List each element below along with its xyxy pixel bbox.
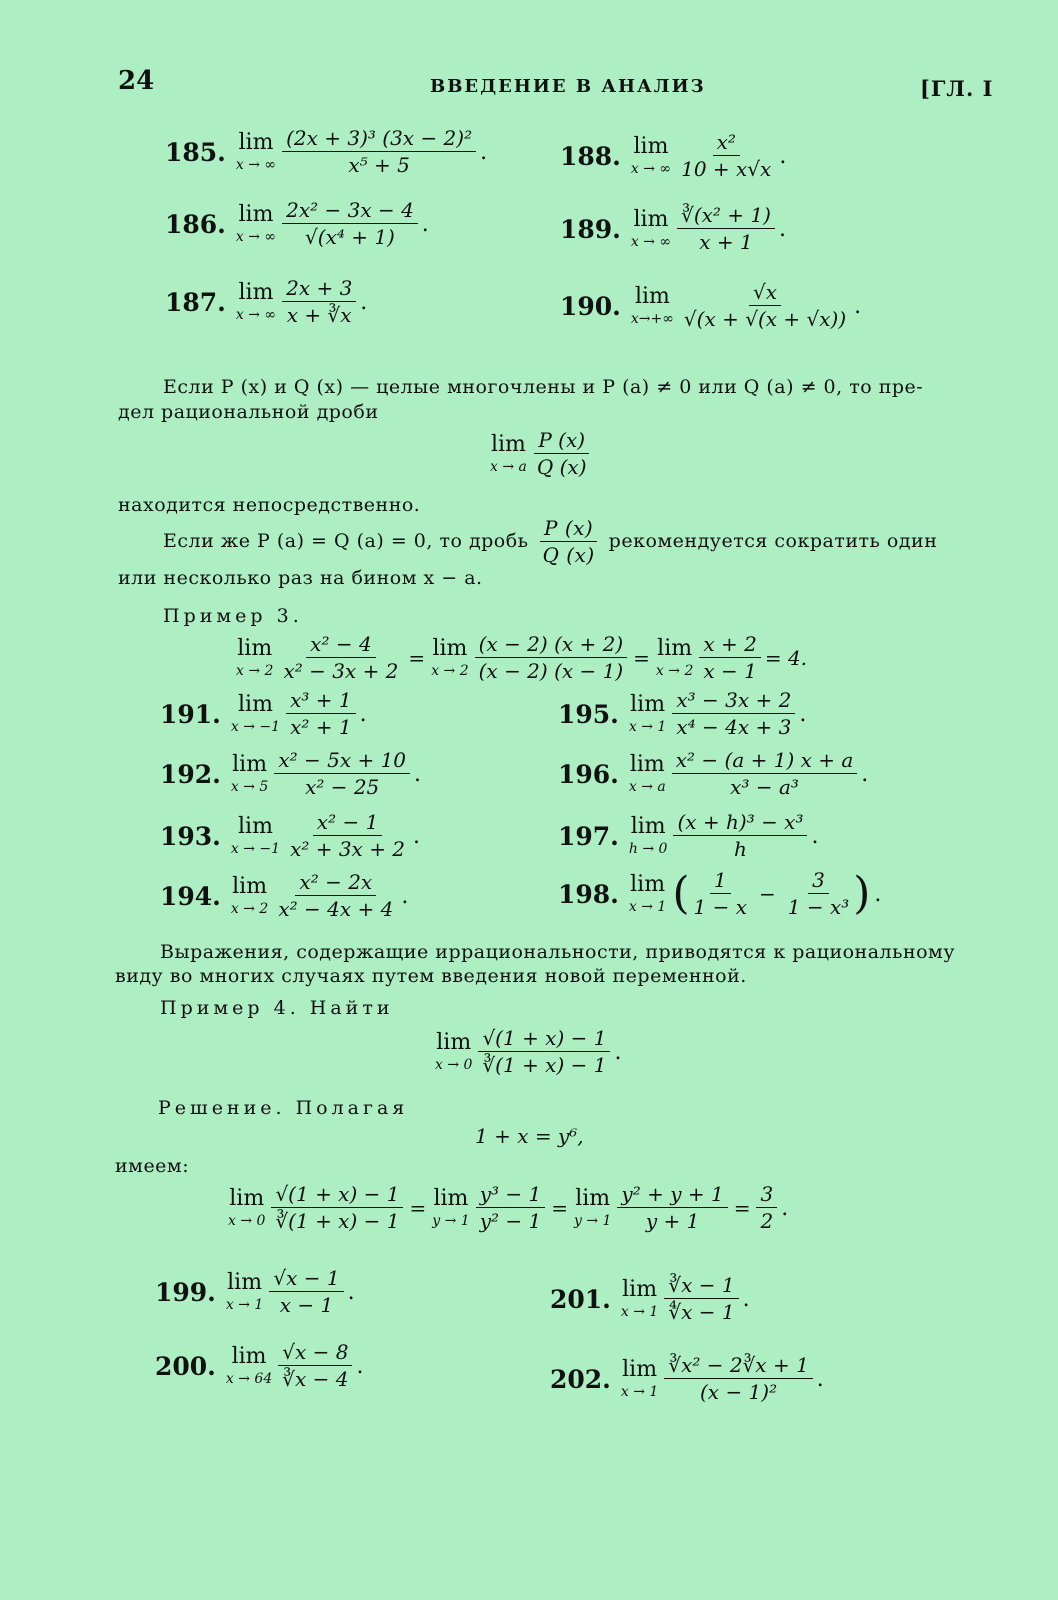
denominator: x⁵ + 5 — [348, 153, 410, 177]
lim-sub: y → 1 — [432, 1213, 470, 1229]
solution-formula: lim x → 0 $\frac{√(1 + x) - 1}{∛(1 + x) - 1}$ = lim y → 1 $\frac{\text{y³ − 1}}{\text{y² − 1}}$ = lim y → 1 $\frac{\text{y² + y + 1}}{y + 1}$ = $\frac{3}{2}$ . — [228, 1182, 789, 1233]
fraction — [274, 750, 410, 798]
problem-number: 200. — [155, 1351, 216, 1381]
limit — [629, 874, 666, 914]
fraction — [282, 200, 418, 248]
problem-188: 188. lim x → ∞ $\frac{\text{x²}}{10 + x√x}$ . — [560, 130, 787, 181]
limit — [621, 1279, 658, 1319]
fraction — [677, 205, 775, 253]
fraction — [476, 1184, 546, 1232]
example-3-label: Пример 3. — [163, 605, 303, 627]
limit — [228, 1188, 265, 1228]
lim-sub: x → 2 — [655, 663, 694, 679]
limit — [431, 638, 468, 678]
lim-word: lim — [622, 1277, 658, 1302]
lim-sub: x → ∞ — [235, 157, 277, 173]
denominator: x² − 3x + 2 — [283, 659, 399, 683]
lim-word: lim — [630, 692, 666, 717]
numerator: √x — [749, 282, 781, 306]
problem-number: 195. — [558, 699, 619, 729]
denominator: x² − 4x + 4 — [278, 897, 394, 921]
lim-word: lim — [238, 202, 274, 227]
numerator: x² — [713, 132, 740, 156]
problem-number: 199. — [155, 1277, 216, 1307]
limit — [231, 694, 280, 734]
limit — [629, 694, 666, 734]
chapter-label: [ГЛ. I — [920, 76, 994, 101]
fraction — [279, 634, 402, 682]
lim-word: lim — [630, 872, 666, 897]
lim-sub: x→+∞ — [630, 311, 674, 327]
fraction — [533, 430, 591, 478]
numerator: y² + y + 1 — [617, 1184, 727, 1208]
problem-187: 187. lim x → ∞ $\frac{2x + 3}{x + ∛x}$ . — [165, 276, 368, 327]
problem-196: 196. lim x → a $\frac{\text{x² − (a + 1) x + a}}{\text{x³ − a³}}$ . — [558, 748, 869, 799]
denominator: Q (x) — [542, 543, 595, 567]
numerator: √x − 1 — [269, 1268, 343, 1292]
lim-sub: x → ∞ — [630, 161, 672, 177]
lim-word: lim — [633, 207, 669, 232]
display-formula-1 — [490, 430, 591, 478]
lim-sub: x → ∞ — [235, 229, 277, 245]
fraction — [673, 812, 807, 860]
lim-word: lim — [633, 134, 669, 159]
lim-word: lim — [238, 280, 274, 305]
lim-word: lim — [634, 284, 670, 309]
lim-word: lim — [229, 1186, 265, 1211]
problem-191: 191. lim x → −1 $\frac{\text{x³ + 1}}{\text{x² + 1}}$ . — [160, 688, 367, 739]
denominator: √(x⁴ + 1) — [305, 225, 395, 249]
fraction — [282, 128, 476, 176]
numerator: 2x + 3 — [282, 278, 356, 302]
limit — [236, 638, 273, 678]
numerator: x³ − 3x + 2 — [672, 690, 795, 714]
denominator: y + 1 — [645, 1209, 700, 1233]
lim-word: lim — [237, 636, 273, 661]
example-4-label: Пример 4. Найти — [160, 997, 394, 1019]
fraction — [680, 282, 850, 330]
lim-sub: x → a — [628, 779, 666, 795]
lim-word: lim — [575, 1186, 611, 1211]
numerator: (x + h)³ − x³ — [673, 812, 807, 836]
lim-sub: x → 1 — [620, 1384, 659, 1400]
problem-195: 195. lim x → 1 $\frac{\text{x³ − 3x + 2}}{\text{x⁴ − 4x + 3}}$ . — [558, 688, 807, 739]
numerator: √x − 8 — [278, 1342, 352, 1366]
limit — [231, 754, 268, 794]
paragraph-4b: виду во многих случаях путем введения новой переменной. — [115, 965, 747, 987]
problem-number: 186. — [165, 209, 226, 239]
lim-word: lim — [231, 1344, 267, 1369]
denominator: Q (x) — [536, 455, 587, 479]
problem-200: 200. lim x → 64 $\frac{√x - 8}{∛x - 4}$ . — [155, 1340, 364, 1391]
lim-sub: x → 1 — [628, 899, 667, 915]
fraction — [756, 1184, 777, 1232]
problem-number: 196. — [558, 759, 619, 789]
fraction — [539, 518, 599, 566]
lim-sub: x → ∞ — [630, 234, 672, 250]
problem-number: 187. — [165, 287, 226, 317]
problem-number: 194. — [160, 881, 221, 911]
denominator: x³ − a³ — [730, 775, 799, 799]
lim-sub: x → ∞ — [235, 307, 277, 323]
paragraph-2: находится непосредственно. — [118, 494, 421, 516]
denominator: x − 1 — [279, 1293, 334, 1317]
limit — [231, 876, 268, 916]
problem-189: 189. lim x → ∞ $\frac{\text{∛(x² + 1)}}{x + 1}$ . — [560, 203, 786, 254]
denominator: x − 1 — [703, 659, 757, 683]
paragraph-3 — [163, 518, 937, 566]
lim-sub: x → 2 — [236, 663, 274, 679]
denominator: ∛x − 4 — [282, 1367, 349, 1391]
numerator: x² − 1 — [313, 812, 383, 836]
lim-sub: x → 64 — [225, 1371, 273, 1387]
problem-number: 192. — [160, 759, 221, 789]
denominator: y² − 1 — [479, 1209, 542, 1233]
fraction — [672, 750, 858, 798]
have-label: имеем: — [115, 1155, 190, 1177]
problem-number: 197. — [558, 821, 619, 851]
lim-word: lim — [657, 636, 693, 661]
numerator: 3 — [808, 870, 829, 894]
paragraph-4: Выражения, содержащие иррациональности, приводятся к рациональному — [160, 941, 956, 963]
denominator: x² + 3x + 2 — [290, 837, 406, 861]
fraction — [271, 1184, 403, 1232]
numerator: x³ + 1 — [286, 690, 356, 714]
lim-word: lim — [629, 752, 665, 777]
numerator: (2x + 3)³ (3x − 2)² — [282, 128, 476, 152]
fraction — [664, 1275, 738, 1323]
lim-word: lim — [436, 1030, 472, 1055]
paragraph-3-start: Если же P (a) = Q (a) = 0, то дробь — [163, 530, 529, 553]
numerator: P (x) — [540, 518, 597, 542]
denominator: 2 — [760, 1209, 774, 1233]
numerator: 1 — [710, 870, 731, 894]
denominator: x⁴ − 4x + 3 — [676, 715, 792, 739]
limit — [490, 434, 527, 474]
numerator: x² − 2x — [295, 872, 376, 896]
lim-word: lim — [227, 1270, 263, 1295]
denominator: x + 1 — [699, 230, 753, 254]
fraction — [677, 132, 775, 180]
lim-sub: x → 1 — [620, 1304, 659, 1320]
limit — [621, 1359, 658, 1399]
lim-word: lim — [238, 692, 273, 717]
lim-sub: x → 2 — [230, 901, 269, 917]
solution-label: Решение. Полагая — [158, 1097, 409, 1119]
fraction — [274, 872, 397, 920]
fraction — [699, 634, 760, 682]
lim-sub: x → 1 — [628, 719, 667, 735]
denominator: ∛(1 + x) − 1 — [275, 1209, 400, 1233]
denominator: x² − 25 — [305, 775, 380, 799]
denominator: √(x + √(x + √x)) — [683, 307, 847, 331]
limit — [432, 1188, 469, 1228]
limit — [236, 282, 276, 322]
fraction — [784, 870, 854, 918]
denominator: 10 + x√x — [681, 157, 772, 181]
fraction — [672, 690, 795, 738]
problem-number: 198. — [558, 879, 619, 909]
lim-sub: x → 0 — [228, 1213, 266, 1229]
numerator: √(1 + x) − 1 — [271, 1184, 403, 1208]
problem-number: 189. — [560, 214, 621, 244]
lim-sub: x → 2 — [431, 663, 469, 679]
numerator: y³ − 1 — [476, 1184, 546, 1208]
limit — [226, 1346, 272, 1386]
problem-number: 202. — [550, 1364, 611, 1394]
limit — [629, 816, 668, 856]
problem-186: 186. lim x → ∞ $\frac{\text{2x² − 3x − 4}}{\text{√(x⁴ + 1)}}$ . — [165, 198, 429, 249]
paragraph-3-end: рекомендуется сократить один — [608, 530, 938, 553]
limit — [631, 136, 671, 176]
denominator: h — [734, 837, 747, 861]
denominator: x + ∛x — [286, 303, 352, 327]
fraction — [664, 1355, 812, 1403]
problem-193: 193. lim x → −1 $\frac{\text{x² − 1}}{\text{x² + 3x + 2}}$ . — [160, 810, 421, 861]
lim-sub: x → 5 — [230, 779, 269, 795]
denominator: (x − 2) (x − 1) — [478, 659, 624, 683]
numerator: ∛x² − 2∛x + 1 — [664, 1355, 812, 1379]
limit — [236, 132, 276, 172]
example-3-formula: lim x → 2 $\frac{\text{x² − 4}}{\text{x² − 3x + 2}}$ = lim x → 2 $\frac{(x - 2) (x + 2)}{(x - 2) (x - 1)}$ = lim x → 2 $\frac{x + 2}{x - 1}$ = 4. — [236, 632, 808, 683]
fraction — [690, 870, 751, 918]
fraction — [478, 1028, 610, 1076]
paragraph-1: Если P (x) и Q (x) — целые многочлены и P (a) ≠ 0 или Q (a) ≠ 0, то пре- — [163, 376, 924, 398]
problem-194: 194. lim x → 2 $\frac{\text{x² − 2x}}{\text{x² − 4x + 4}}$ . — [160, 870, 409, 921]
lim-sub: h → 0 — [628, 841, 668, 857]
paragraph-1b: дел рациональной дроби — [118, 401, 379, 423]
problem-190: 190. lim x→+∞ $\frac{√x}{√(x + √(x + √x))}$ . — [560, 280, 862, 331]
problem-185: 185. lim x → ∞ $\frac{\text{(2x + 3)³ (3x − 2)²}}{\text{x⁵ + 5}}$ . — [165, 126, 488, 177]
numerator: x² − (a + 1) x + a — [672, 750, 858, 774]
problem-192: 192. lim x → 5 $\frac{\text{x² − 5x + 10}}{\text{x² − 25}}$ . — [160, 748, 422, 799]
lim-sub: y → 1 — [573, 1213, 612, 1229]
lim-word: lim — [490, 432, 526, 457]
lim-sub: x → −1 — [230, 719, 281, 735]
lim-word: lim — [432, 636, 468, 661]
paragraph-3c: или несколько раз на бином x − a. — [118, 567, 483, 589]
limit — [574, 1188, 611, 1228]
example-4-formula: lim x → 0 $\frac{√(1 + x) - 1}{∛(1 + x) - 1}$ . — [435, 1026, 622, 1077]
substitution: 1 + x = y⁶, — [475, 1124, 584, 1148]
fraction — [286, 690, 356, 738]
problem-number: 201. — [550, 1284, 611, 1314]
limit — [629, 754, 666, 794]
fraction — [286, 812, 409, 860]
limit — [435, 1032, 472, 1072]
lim-sub: x → −1 — [230, 841, 281, 857]
problem-202: 202. lim x → 1 $\frac{\text{∛x² − 2∛x + 1}}{\text{(x − 1)²}}$ . — [550, 1353, 824, 1404]
denominator: 1 − x — [693, 895, 747, 919]
fraction — [617, 1184, 727, 1232]
numerator: √(1 + x) − 1 — [478, 1028, 610, 1052]
numerator: 3 — [756, 1184, 777, 1208]
fraction — [269, 1268, 343, 1316]
problem-number: 185. — [165, 137, 226, 167]
lim-word: lim — [630, 814, 666, 839]
problem-number: 188. — [560, 141, 621, 171]
lim-word: lim — [232, 752, 268, 777]
running-title: ВВЕДЕНИЕ В АНАЛИЗ — [430, 76, 706, 97]
numerator: (x − 2) (x + 2) — [475, 634, 628, 658]
denominator: ∛(1 + x) − 1 — [482, 1053, 607, 1077]
numerator: ∛x − 1 — [664, 1275, 738, 1299]
limit — [226, 1272, 263, 1312]
problem-201: 201. lim x → 1 $\frac{∛x - 1}{∜x - 1}$ . — [550, 1273, 750, 1324]
numerator: x² − 4 — [306, 634, 376, 658]
limit — [231, 816, 280, 856]
problem-199: 199. lim x → 1 $\frac{√x - 1}{x - 1}$ . — [155, 1266, 355, 1317]
limit — [631, 286, 674, 326]
limit — [631, 209, 671, 249]
lim-word: lim — [238, 130, 274, 155]
result: = 4. — [764, 646, 808, 670]
numerator: x + 2 — [699, 634, 760, 658]
lim-sub: x → 0 — [435, 1057, 473, 1073]
lim-word: lim — [622, 1357, 658, 1382]
denominator: ∜x − 1 — [668, 1300, 735, 1324]
lim-sub: x → 1 — [225, 1297, 264, 1313]
problem-number: 193. — [160, 821, 221, 851]
numerator: 2x² − 3x − 4 — [282, 200, 418, 224]
numerator: x² − 5x + 10 — [274, 750, 410, 774]
fraction — [278, 1342, 352, 1390]
denominator: x² + 1 — [290, 715, 352, 739]
limit — [236, 204, 276, 244]
lim-sub: x → a — [490, 459, 527, 475]
page-number: 24 — [118, 66, 155, 96]
fraction — [475, 634, 628, 682]
fraction — [282, 278, 356, 326]
lim-word: lim — [433, 1186, 469, 1211]
problem-198: 198. lim x → 1 ( $\frac{1}{1 - x}$ − $\frac{3}{\text{1 − x³}}$ ) . — [558, 868, 882, 919]
problem-number: 191. — [160, 699, 221, 729]
problem-number: 190. — [560, 291, 621, 321]
lim-word: lim — [232, 874, 268, 899]
denominator: (x − 1)² — [700, 1380, 778, 1404]
denominator: 1 − x³ — [787, 895, 850, 919]
numerator: P (x) — [534, 430, 589, 454]
problem-197: 197. lim h → 0 $\frac{\text{(x + h)³ − x³}}{h}$ . — [558, 810, 819, 861]
numerator: ∛(x² + 1) — [677, 205, 775, 229]
limit — [656, 638, 693, 678]
lim-word: lim — [238, 814, 273, 839]
